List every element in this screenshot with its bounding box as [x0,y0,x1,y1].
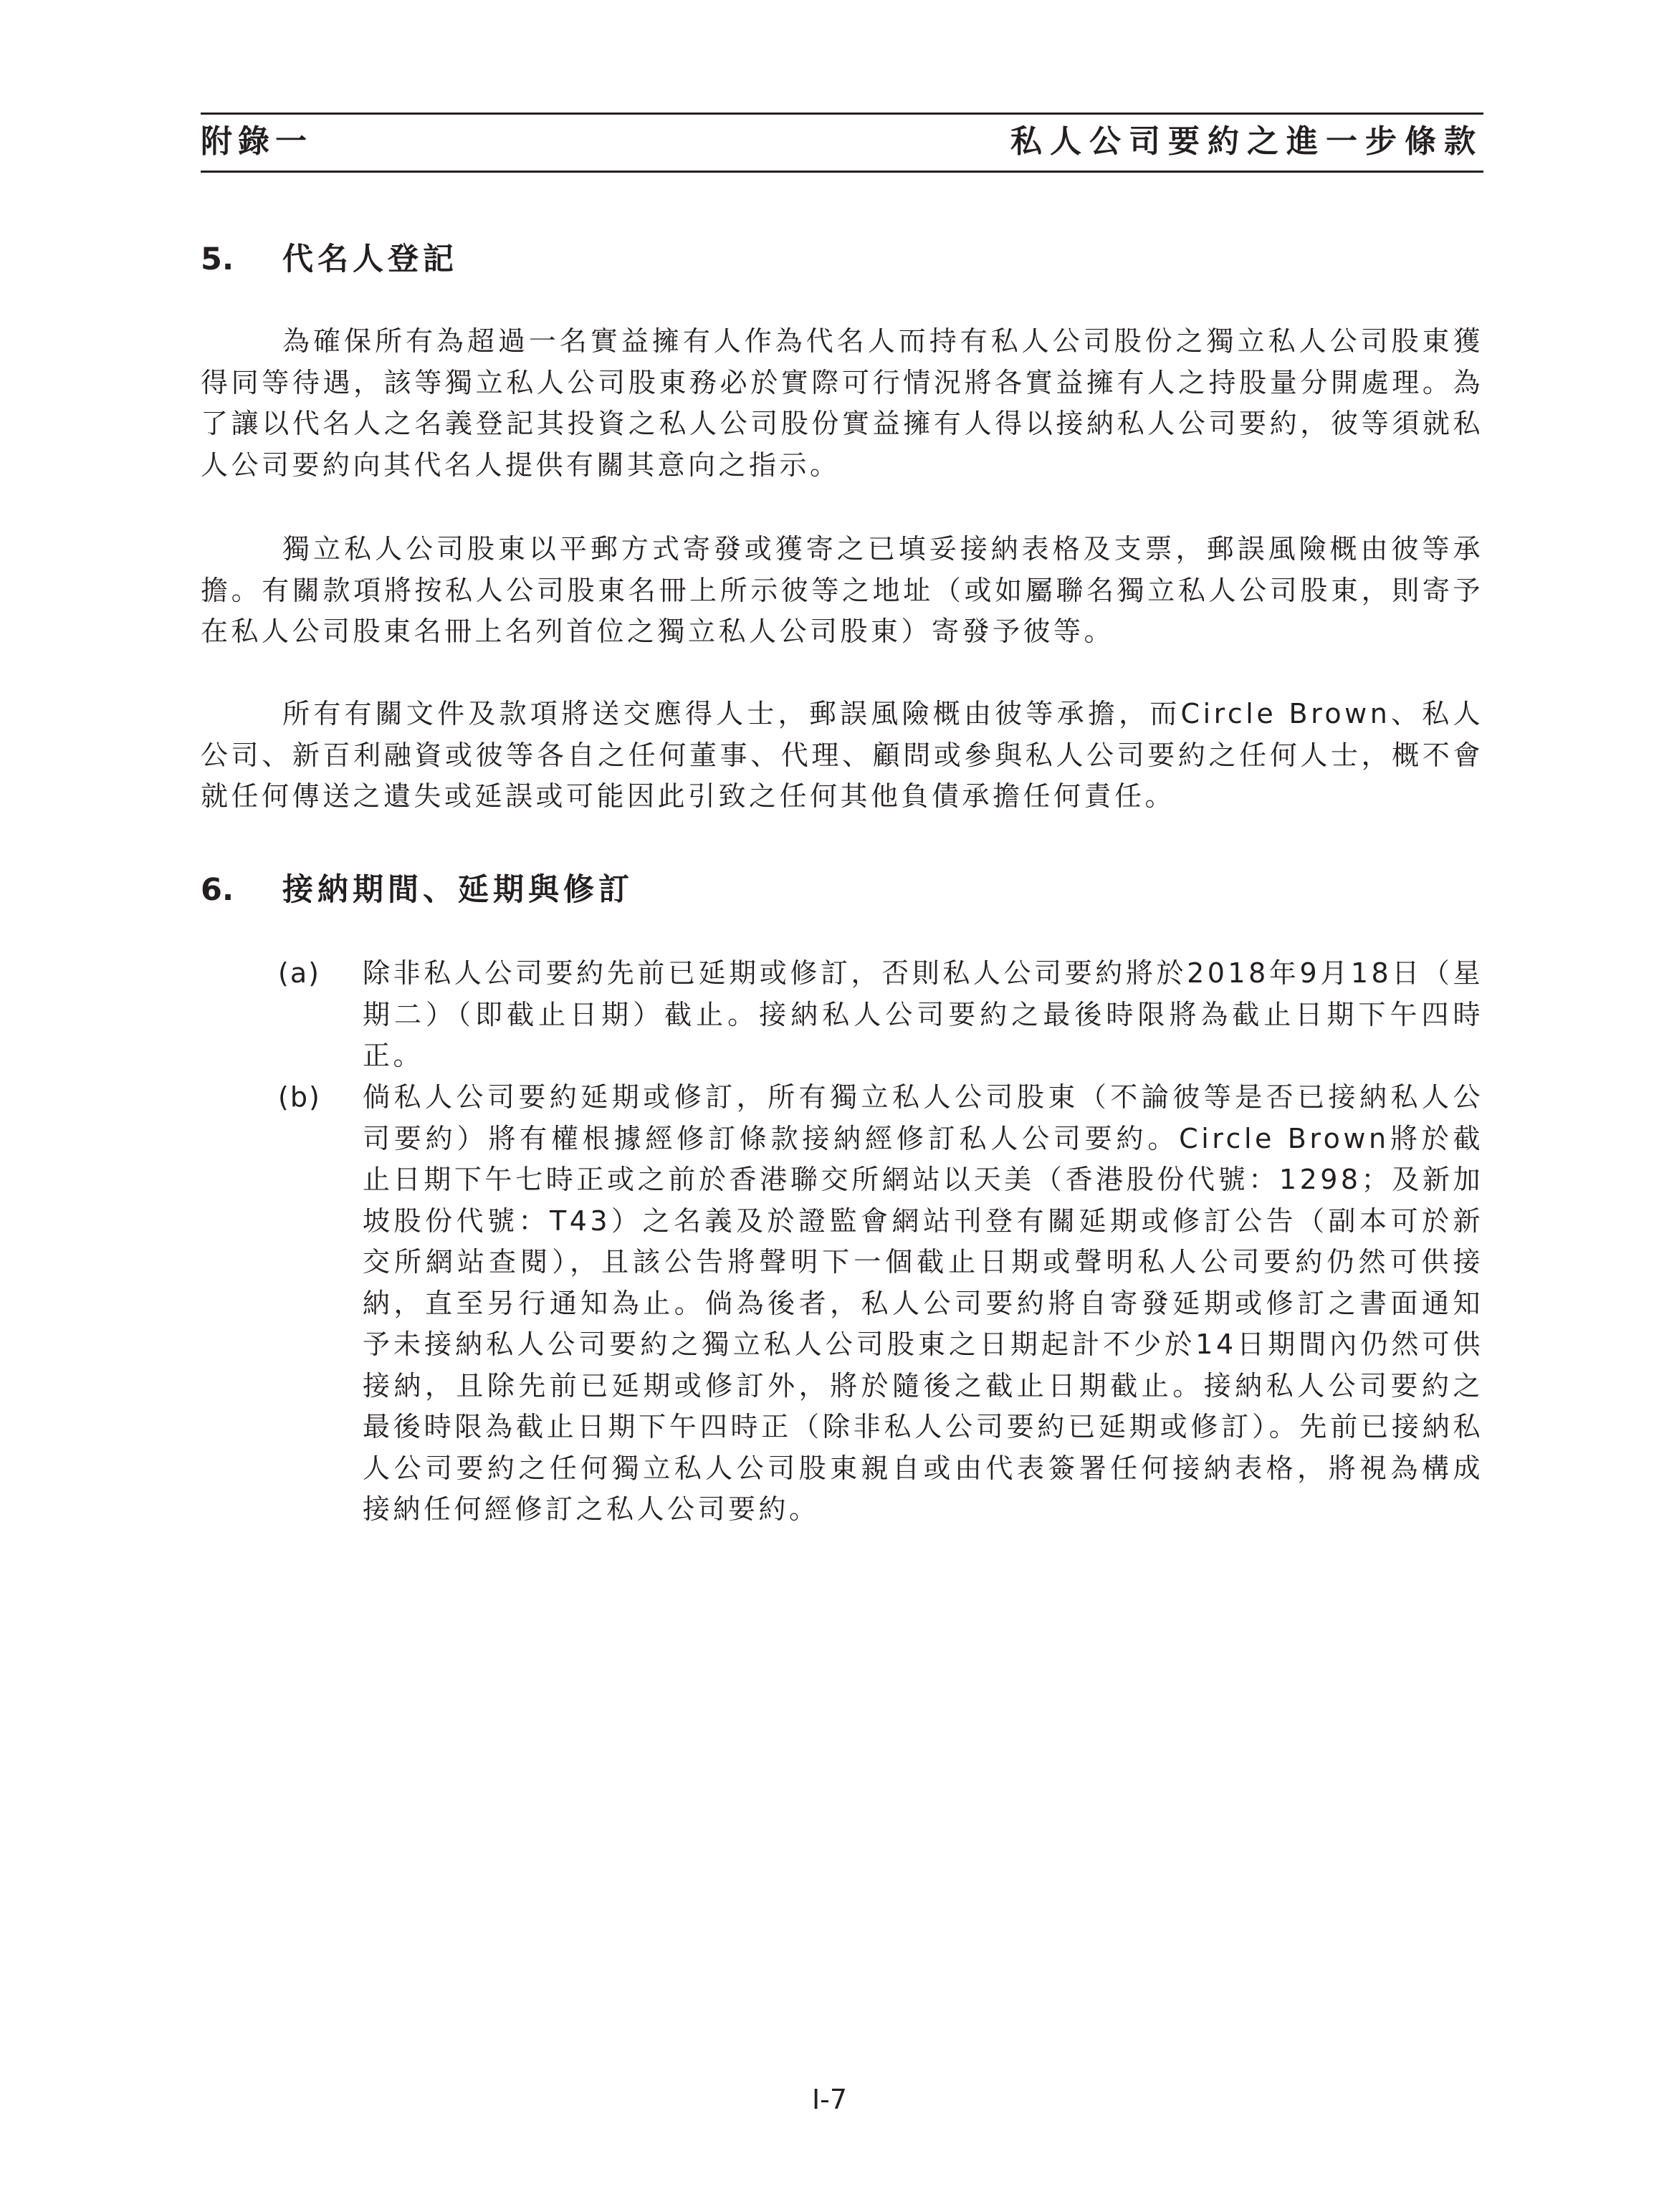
header-top-rule [201,112,1483,115]
section-5-title: 代名人登記 [282,241,458,277]
page-number: I-7 [811,2084,848,2115]
item-b-label: (b) [278,1081,321,1113]
section-6-item-a [278,953,1483,1077]
section-6-heading [201,868,634,911]
section-5-paragraph-2: 獨立私人公司股東以平郵方式寄發或獲寄之已填妥接納表格及支票，郵誤風險概由彼等承擔。有關款項將按私人公司股東名冊上所示彼等之地址（或如屬聯名獨立私人公司股東，則寄予在私人公司股東名冊上名列首位之獨立私人公司股東）寄發予彼等。 [201,533,1483,647]
section-5-paragraph-3: 所有有關文件及款項將送交應得人士，郵誤風險概由彼等承擔，而Circle Brown、私人公司、新百利融資或彼等各自之任何董事、代理、顧問或參與私人公司要約之任何人士，概不會就任何傳送之遺失或延誤或可能因此引致之任何其他負債承擔任何責任。 [201,698,1483,812]
section-5-number: 5. [201,241,234,277]
appendix-label: 附錄一 [201,123,312,160]
item-b-text: 倘私人公司要約延期或修訂，所有獨立私人公司股東（不論彼等是否已接納私人公司要約）將有權根據經修訂條款接納經修訂私人公司要約。Circle Brown將於截止日期下午七時正或之前於香港聯交所網站以天美（香港股份代號：1298；及新加坡股份代號：T43）之名義及於證監會網站刊登有關延期或修訂公告（副本可於新交所網站查閱），且該公告將聲明下一個截止日期或聲明私人公司要約仍然可供接納，直至另行通知為止。倘為後者，私人公司要約將自寄發延期或修訂之書面通知予未接納私人公司要約之獨立私人公司股東之日期起計不少於14日期間內仍然可供接納，且除先前已延期或修訂外，將於隨後之截止日期截止。接納私人公司要約之最後時限為截止日期下午四時正（除非私人公司要約已延期或修訂）。先前已接納私人公司要約之任何獨立私人公司股東親自或由代表簽署任何接納表格，將視為構成接納任何經修訂之私人公司要約。 [363,1081,1483,1525]
appendix-title: 私人公司要約之進一步條款 [1010,123,1483,160]
item-a-label: (a) [278,957,320,989]
section-6-title: 接納期間、延期與修訂 [282,872,634,908]
section-6-item-b [278,1077,1483,1531]
section-5-heading [201,238,458,281]
section-6-number: 6. [201,872,234,908]
section-5-paragraph-1: 為確保所有為超過一名實益擁有人作為代名人而持有私人公司股份之獨立私人公司股東獲得同等待遇，該等獨立私人公司股東務必於實際可行情況將各實益擁有人之持股量分開處理。為了讓以代名人之名義登記其投資之私人公司股份實益擁有人得以接納私人公司要約，彼等須就私人公司要約向其代名人提供有關其意向之指示。 [201,325,1483,481]
item-a-text: 除非私人公司要約先前已延期或修訂，否則私人公司要約將於2018年9月18日（星期二）（即截止日期）截止。接納私人公司要約之最後時限將為截止日期下午四時正。 [363,957,1483,1071]
header-bottom-rule [201,171,1483,173]
